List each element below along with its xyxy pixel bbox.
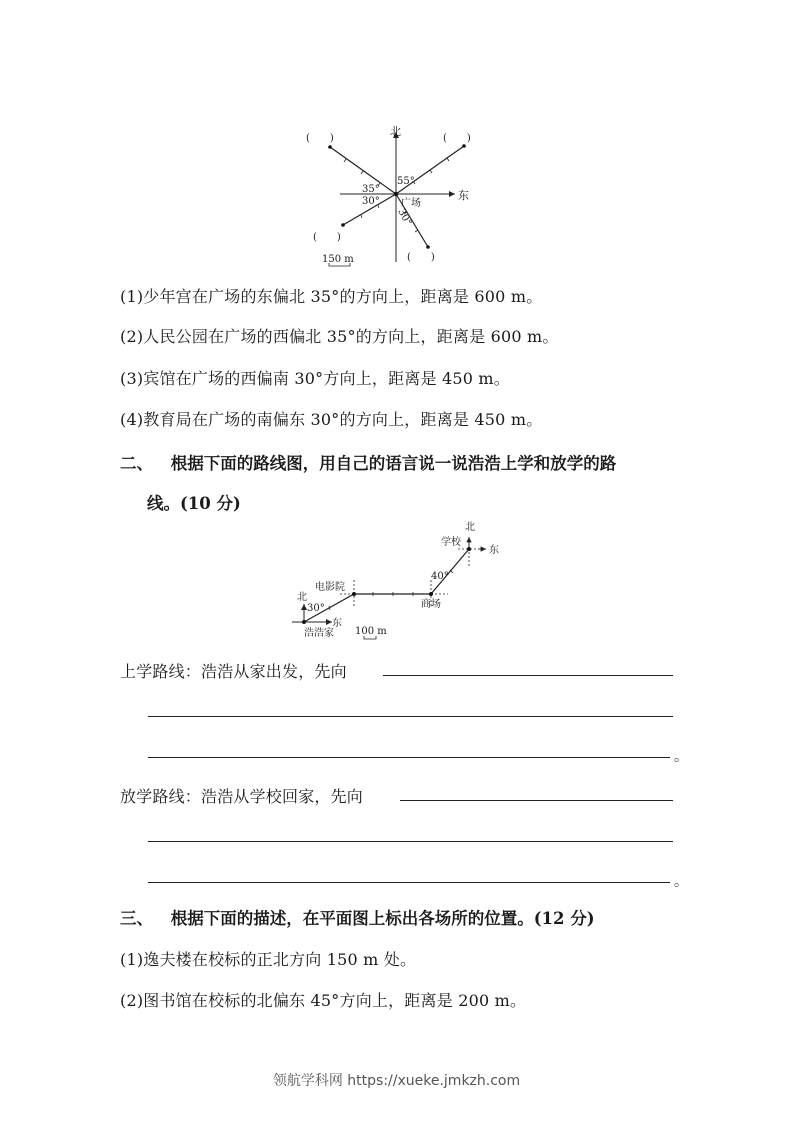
blank-se: ( ) [407, 252, 435, 263]
angle-30: 30° [307, 603, 325, 614]
section3-heading [120, 905, 595, 929]
angle-35: 35° [362, 184, 380, 195]
section3-number: 三、 [120, 909, 153, 928]
item-2: (2)人民公园在广场的西偏北 35°的方向上，距离是 600 m。 [120, 327, 559, 346]
east-label: 东 [458, 189, 469, 202]
from-school-period: 。 [674, 874, 688, 890]
to-school-blank-2[interactable] [148, 716, 673, 717]
angle-55: 55° [397, 176, 415, 187]
north-label: 北 [390, 125, 401, 138]
scale-label: 150 m [322, 254, 354, 265]
blank-ne: ( ) [443, 133, 471, 144]
item-1: (1)少年宫在广场的东偏北 35°的方向上，距离是 600 m。 [120, 287, 543, 306]
to-school-blank-1[interactable] [383, 675, 673, 676]
center-label: 广场 [401, 198, 421, 209]
footer-watermark: 领航学科网 https://xueke.jmkzh.com [272, 1073, 521, 1089]
route-map [280, 515, 520, 645]
item-3: (3)宾馆在广场的西偏南 30°方向上，距离是 450 m。 [120, 369, 510, 388]
home-label: 浩浩家 [304, 628, 334, 639]
school-north-label: 北 [465, 522, 475, 533]
to-school-blank-3[interactable] [148, 757, 670, 758]
section2-title-cont: 线。(10 分) [147, 494, 241, 513]
to-school-period: 。 [674, 749, 688, 765]
blank-sw: ( ) [313, 232, 341, 243]
scale-label-100: 100 m [355, 626, 387, 637]
angle-40: 40° [431, 571, 449, 582]
from-school-blank-1[interactable] [400, 800, 673, 801]
school-label: 学校 [441, 537, 461, 548]
compass-diagram-square [290, 115, 510, 275]
angle-30-west: 30° [362, 196, 380, 207]
home-east-label: 东 [332, 618, 342, 629]
from-school-blank-3[interactable] [148, 882, 670, 883]
home-north-label: 北 [297, 592, 307, 603]
section2-number: 二、 [120, 454, 153, 473]
section2-title: 根据下面的路线图，用自己的语言说一说浩浩上学和放学的路 [170, 454, 617, 473]
school-east-label: 东 [489, 545, 499, 556]
item-4: (4)教育局在广场的南偏东 30°的方向上，距离是 450 m。 [120, 410, 543, 429]
section2-heading [120, 450, 616, 474]
from-school-blank-2[interactable] [148, 841, 673, 842]
section3-item-2: (2)图书馆在校标的北偏东 45°方向上，距离是 200 m。 [120, 991, 527, 1010]
to-school-prompt: 上学路线：浩浩从家出发，先向 [120, 662, 347, 681]
section3-title: 根据下面的描述，在平面图上标出各场所的位置。(12 分) [170, 909, 595, 928]
angle-30-south: 30° [395, 207, 414, 228]
cinema-label: 电影院 [315, 582, 345, 593]
blank-nw: ( ) [306, 133, 334, 144]
section3-item-1: (1)逸夫楼在校标的正北方向 150 m 处。 [120, 950, 417, 969]
mall-label: 商场 [421, 599, 441, 610]
from-school-prompt: 放学路线：浩浩从学校回家，先向 [120, 787, 364, 806]
